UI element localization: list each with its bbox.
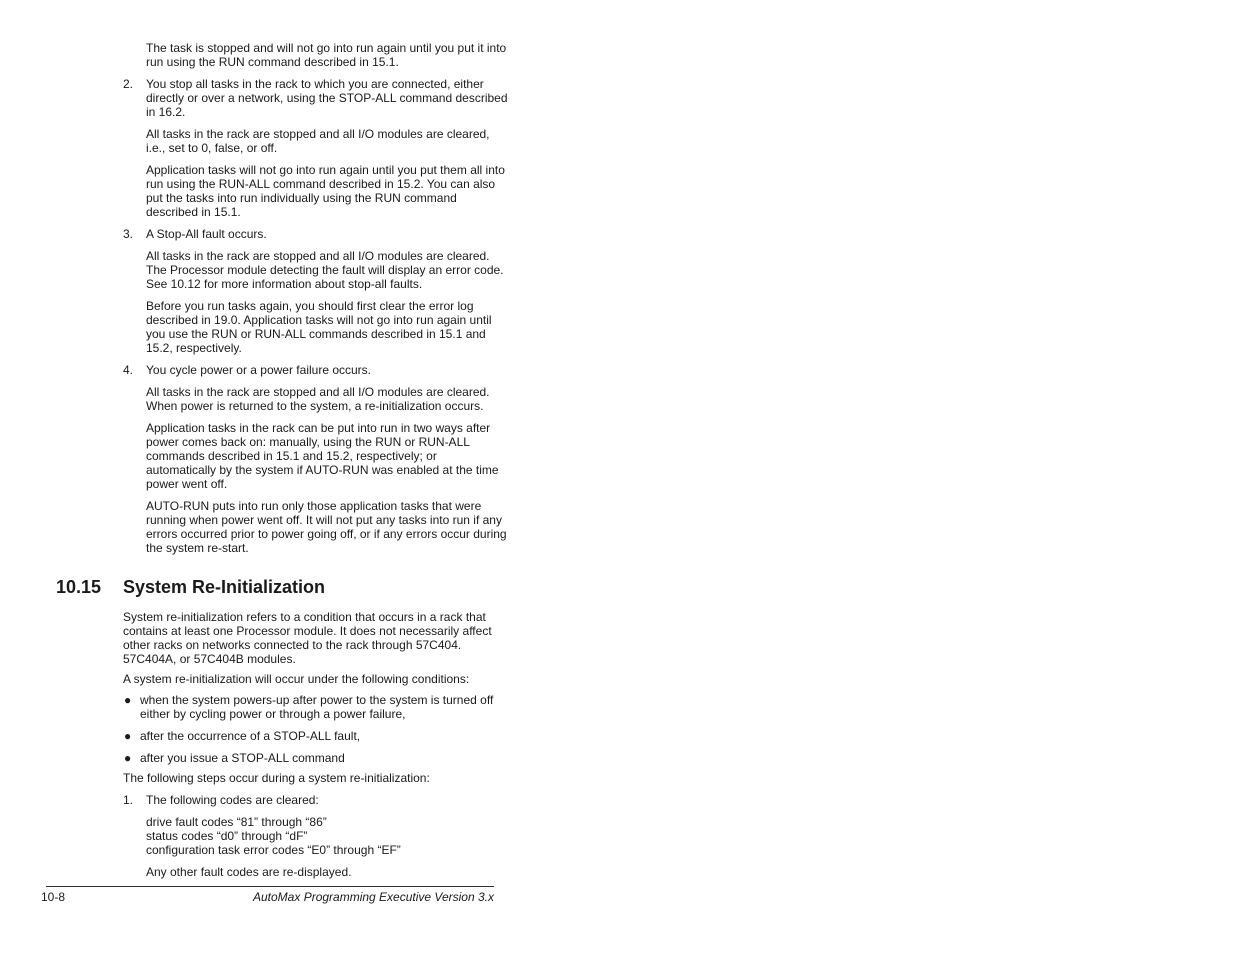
section-paragraph: System re-initialization refers to a condition that occurs in a rack that contains at least one Processor module. It does not necessarily affect other racks on networks connected to the rack through 57C404. 57C404A, or 57C404B modules. [123,610,492,666]
footer-title: AutoMax Programming Executive Version 3.x [253,890,494,904]
list-item-text: You stop all tasks in the rack to which you are connected, either directly or over a network, using the STOP-ALL command described in 16.2. [146,77,508,119]
list-item-number: 3. [123,227,134,241]
list-item-paragraph: Application tasks will not go into run again until you put them all into run using the RUN-ALL command described in 15.2. You can also put the tasks into run individually using the RUN command described in 15.1. [146,163,505,219]
bullet-item: after you issue a STOP-ALL command [140,751,345,765]
final-paragraph: Any other fault codes are re-displayed. [146,865,352,879]
code-line: drive fault codes “81” through “86” [146,815,327,829]
bullet-item: when the system powers-up after power to the system is turned off either by cycling power or through a power failure, [140,693,494,721]
bullet-item: after the occurrence of a STOP-ALL fault, [140,729,361,743]
intro-paragraph: The task is stopped and will not go into run again until you put it into run using the RUN command described in 15.1. [146,41,507,69]
bullet-icon: ● [124,729,132,743]
list-item-paragraph: All tasks in the rack are stopped and all I/O modules are cleared. The Processor module detecting the fault will display an error code. See 10.12 for more information about stop-all faults. [146,249,504,291]
section-paragraph: The following steps occur during a system re-initialization: [123,771,430,785]
page-number: 10-8 [41,890,66,904]
step-number: 1. [123,793,134,807]
bullet-icon: ● [124,693,132,707]
list-item-paragraph: AUTO-RUN puts into run only those application tasks that were running when power went off. It will not put any tasks into run if any errors occurred prior to power going off, or if any errors occur during the system re-start. [146,499,507,555]
list-item-number: 2. [123,77,134,91]
section-paragraph: A system re-initialization will occur under the following conditions: [123,672,470,686]
bullet-icon: ● [124,751,132,765]
list-item-paragraph: All tasks in the rack are stopped and all I/O modules are cleared. When power is returned to the system, a re-initialization occurs. [146,385,490,413]
step-text: The following codes are cleared: [146,793,319,807]
list-item-text: A Stop-All fault occurs. [146,227,267,241]
footer-rule [46,886,494,887]
code-line: configuration task error codes “E0” through “EF” [146,843,401,857]
section-title: System Re-Initialization [123,577,326,597]
list-item-number: 4. [123,363,134,377]
list-item-paragraph: Application tasks in the rack can be put into run in two ways after power comes back on: manually, using the RUN or RUN-ALL commands described in 15.1 and 15.2, respectively; or automatically by the system if AUTO-RUN was enabled at the time power went off. [146,421,499,491]
list-item-text: You cycle power or a power failure occurs. [146,363,371,377]
code-line: status codes “d0” through “dF” [146,829,308,843]
section-number: 10.15 [56,577,102,597]
list-item-paragraph: Before you run tasks again, you should first clear the error log described in 19.0. Application tasks will not go into run again until you use the RUN or RUN-ALL commands described in 15.1 and 15.2, respectively. [146,299,492,355]
list-item-paragraph: All tasks in the rack are stopped and all I/O modules are cleared, i.e., set to 0, false, or off. [146,127,490,155]
